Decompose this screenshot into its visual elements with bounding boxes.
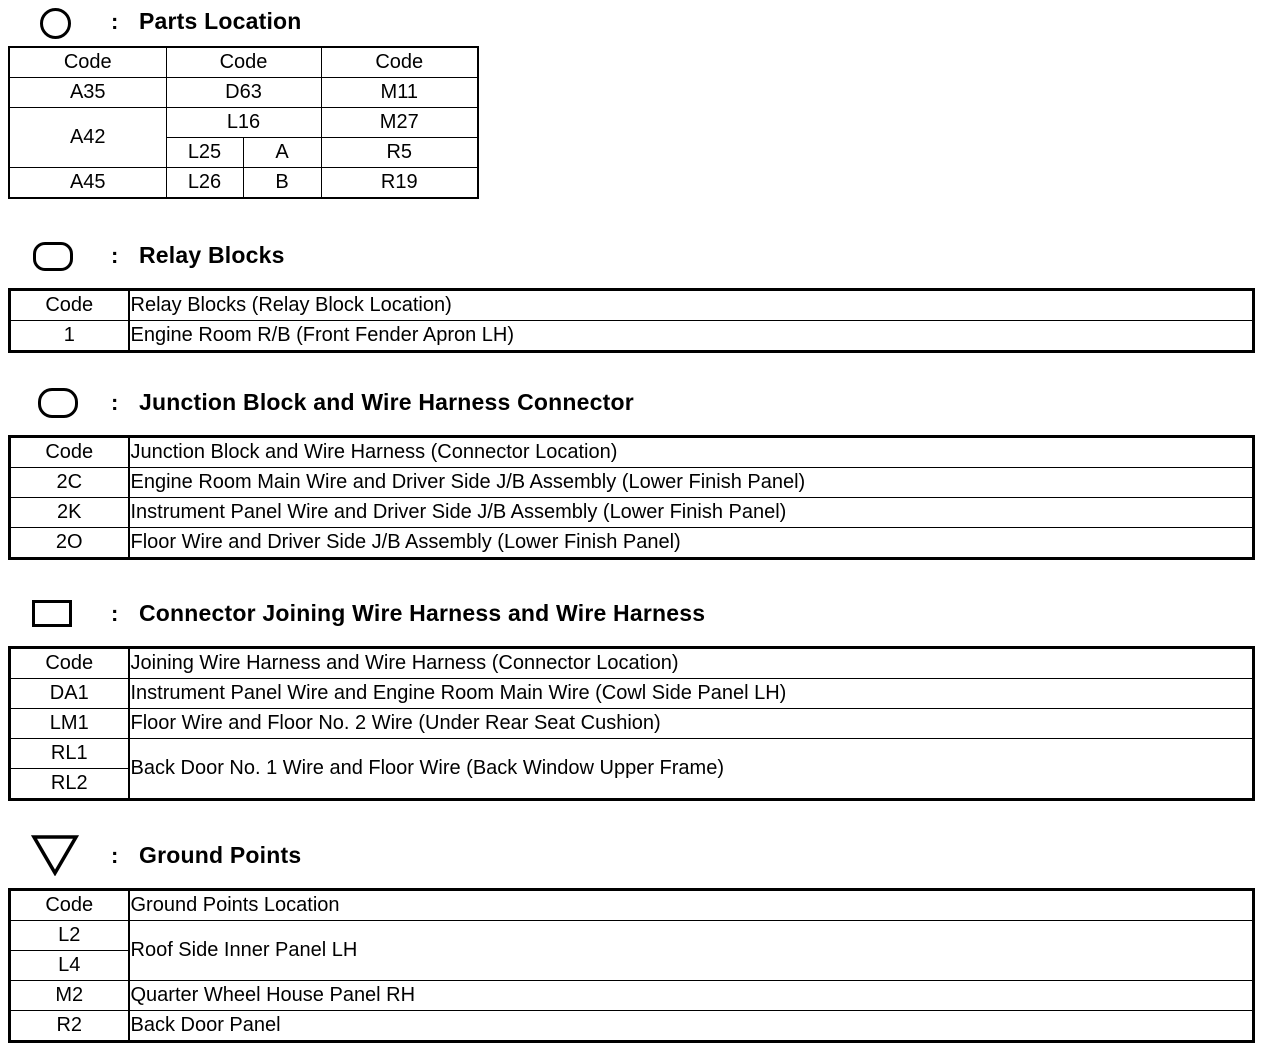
connector-joining-table <box>8 646 1255 801</box>
inverted-triangle-symbol-icon <box>31 834 79 876</box>
code-cell: LM1 <box>10 709 129 739</box>
code-cell: A <box>243 138 321 168</box>
code-cell: M11 <box>321 78 478 108</box>
code-cell: D63 <box>166 78 321 108</box>
description-cell: Instrument Panel Wire and Driver Side J/B Assembly (Lower Finish Panel) <box>129 498 1254 528</box>
table-row <box>10 321 1254 352</box>
table-row <box>10 981 1254 1011</box>
code-cell: R19 <box>321 168 478 199</box>
description-cell: Engine Room Main Wire and Driver Side J/B Assembly (Lower Finish Panel) <box>129 468 1254 498</box>
code-cell: M27 <box>321 108 478 138</box>
description-cell: Quarter Wheel House Panel RH <box>129 981 1254 1011</box>
section-header-junction-block <box>0 383 1280 423</box>
column-header-code: Code <box>10 290 129 321</box>
colon-separator: : <box>111 243 119 268</box>
section-title: Connector Joining Wire Harness and Wire Harness <box>139 600 706 626</box>
description-cell: Back Door Panel <box>129 1011 1254 1042</box>
code-cell: L25 <box>166 138 243 168</box>
code-cell: A42 <box>9 108 166 168</box>
column-header: Code <box>166 47 321 78</box>
description-cell: Back Door No. 1 Wire and Floor Wire (Back Window Upper Frame) <box>129 739 1254 800</box>
description-cell: Instrument Panel Wire and Engine Room Main Wire (Cowl Side Panel LH) <box>129 679 1254 709</box>
code-cell: 1 <box>10 321 129 352</box>
code-cell: R5 <box>321 138 478 168</box>
table-header-row <box>9 47 478 78</box>
table-row <box>10 528 1254 559</box>
section-header-ground-points <box>0 834 1280 874</box>
colon-separator: : <box>111 601 119 626</box>
section-header-connector-joining <box>0 594 1280 634</box>
colon-separator: : <box>111 843 119 868</box>
column-header-code: Code <box>10 890 129 921</box>
rectangle-symbol-icon <box>32 600 72 627</box>
description-cell: Engine Room R/B (Front Fender Apron LH) <box>129 321 1254 352</box>
table-row <box>10 679 1254 709</box>
table-row <box>9 108 478 138</box>
column-header-code: Code <box>10 437 129 468</box>
junction-block-table <box>8 435 1255 560</box>
section-title: Ground Points <box>139 842 302 868</box>
code-cell: 2O <box>10 528 129 559</box>
table-header-row <box>10 437 1254 468</box>
column-header-code: Code <box>10 648 129 679</box>
code-cell: R2 <box>10 1011 129 1042</box>
code-cell: A45 <box>9 168 166 199</box>
table-row <box>10 739 1254 769</box>
code-cell: RL1 <box>10 739 129 769</box>
description-cell: Floor Wire and Driver Side J/B Assembly (Lower Finish Panel) <box>129 528 1254 559</box>
table-row <box>10 468 1254 498</box>
code-cell: L4 <box>10 951 129 981</box>
code-cell: M2 <box>10 981 129 1011</box>
rounded-square-symbol-icon <box>38 388 78 418</box>
code-cell: RL2 <box>10 769 129 800</box>
table-row <box>9 78 478 108</box>
colon-separator: : <box>111 390 119 415</box>
section-title: Relay Blocks <box>139 242 285 268</box>
table-header-row <box>10 290 1254 321</box>
table-row <box>10 498 1254 528</box>
table-row <box>10 709 1254 739</box>
section-header-parts-location <box>0 2 1280 42</box>
section-title: Parts Location <box>139 8 302 34</box>
ground-points-table <box>8 888 1255 1043</box>
column-header-description: Joining Wire Harness and Wire Harness (Connector Location) <box>129 648 1254 679</box>
code-cell: DA1 <box>10 679 129 709</box>
parts-location-table <box>8 46 479 199</box>
code-cell: 2C <box>10 468 129 498</box>
table-header-row <box>10 648 1254 679</box>
column-header-description: Ground Points Location <box>129 890 1254 921</box>
colon-separator: : <box>111 9 119 34</box>
code-cell: B <box>243 168 321 199</box>
column-header-description: Junction Block and Wire Harness (Connector Location) <box>129 437 1254 468</box>
column-header: Code <box>9 47 166 78</box>
circle-symbol-icon <box>40 8 71 39</box>
table-row <box>10 1011 1254 1042</box>
table-row <box>10 921 1254 951</box>
section-title: Junction Block and Wire Harness Connector <box>139 389 634 415</box>
code-cell: L16 <box>166 108 321 138</box>
section-header-relay-blocks <box>0 236 1280 276</box>
code-cell: L2 <box>10 921 129 951</box>
rounded-rectangle-symbol-icon <box>33 242 73 271</box>
description-cell: Roof Side Inner Panel LH <box>129 921 1254 981</box>
code-cell: L26 <box>166 168 243 199</box>
column-header: Code <box>321 47 478 78</box>
table-row <box>9 168 478 199</box>
column-header-description: Relay Blocks (Relay Block Location) <box>129 290 1254 321</box>
relay-blocks-table <box>8 288 1255 353</box>
code-cell: A35 <box>9 78 166 108</box>
code-cell: 2K <box>10 498 129 528</box>
description-cell: Floor Wire and Floor No. 2 Wire (Under Rear Seat Cushion) <box>129 709 1254 739</box>
table-header-row <box>10 890 1254 921</box>
